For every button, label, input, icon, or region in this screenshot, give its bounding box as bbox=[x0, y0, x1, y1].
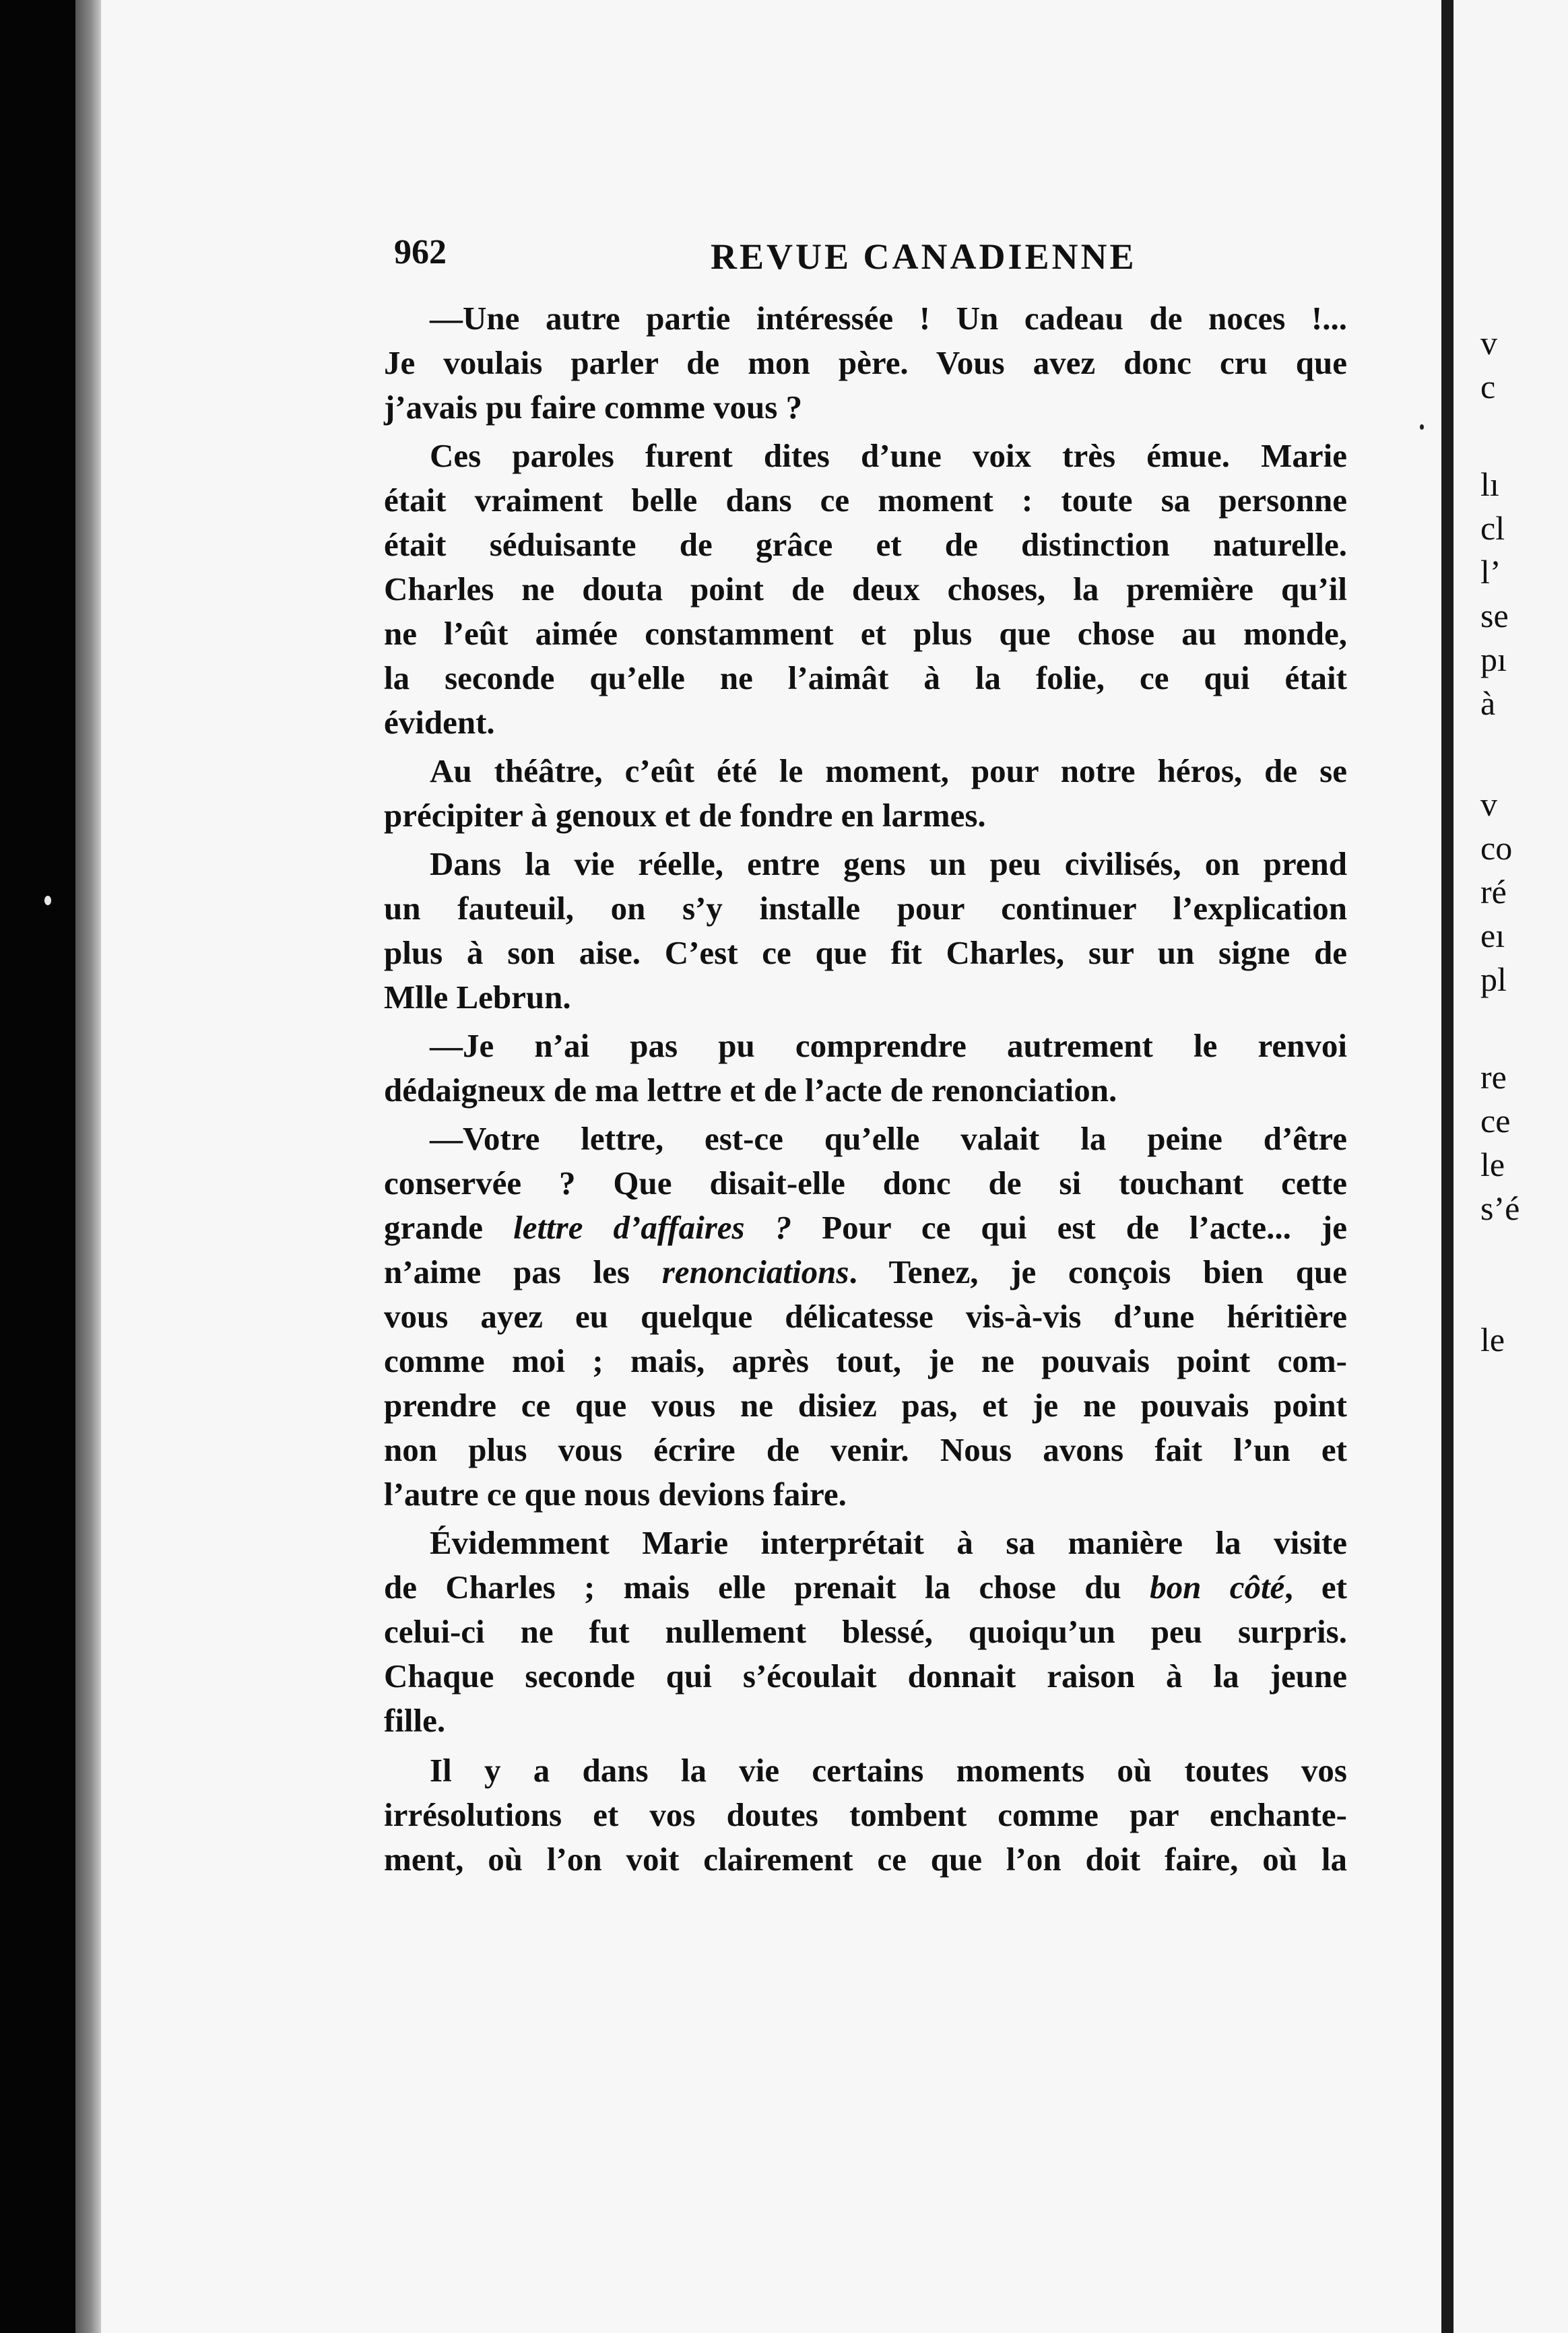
text-line: —Je n’ai pas pu comprendre autrement le renvoi bbox=[430, 1027, 1347, 1064]
text-line: dédaigneux de ma lettre et de l’acte de renonciation. bbox=[384, 1072, 1117, 1109]
ink-speck bbox=[44, 896, 51, 905]
paragraph bbox=[384, 434, 1347, 745]
text-line: —Votre lettre, est-ce qu’elle valait la peine d’être bbox=[430, 1120, 1347, 1157]
adjacent-fragment: lı bbox=[1480, 465, 1499, 503]
text-line: irrésolutions et vos doutes tombent comme par enchante- bbox=[384, 1796, 1347, 1833]
text-line bbox=[384, 1521, 1347, 1565]
adjacent-fragment: v bbox=[1480, 324, 1497, 362]
page-number: 962 bbox=[394, 233, 447, 271]
text-run: grande bbox=[384, 1209, 514, 1246]
text-line: non plus vous écrire de venir. Nous avons fait l’un et bbox=[384, 1431, 1347, 1468]
text-line: Je voulais parler de mon père. Vous avez donc cru que bbox=[384, 344, 1347, 381]
adjacent-page bbox=[1453, 0, 1568, 2333]
text-line: Dans la vie réelle, entre gens un peu civilisés, on prend bbox=[430, 845, 1347, 882]
ink-speck bbox=[1420, 424, 1424, 430]
paragraph bbox=[384, 1748, 1347, 1882]
paragraph bbox=[384, 842, 1347, 1020]
text-run: n’aime pas les bbox=[384, 1253, 662, 1290]
text-run: Pour ce qui est de l’acte... je bbox=[791, 1209, 1348, 1246]
text-run: Évidemment Marie interprétait à sa manière la visite bbox=[430, 1524, 1347, 1561]
text-line: Au théâtre, c’eût été le moment, pour notre héros, de se bbox=[430, 752, 1347, 789]
italic-run: bon côté bbox=[1150, 1569, 1285, 1606]
text-line bbox=[338, 1565, 1347, 1610]
text-line: Il y a dans la vie certains moments où toutes vos bbox=[430, 1752, 1347, 1789]
adjacent-fragment: ré bbox=[1480, 873, 1507, 911]
adjacent-fragment: cl bbox=[1480, 509, 1505, 547]
paragraph bbox=[384, 1117, 1347, 1517]
text-run: , et bbox=[1284, 1569, 1347, 1606]
text-line: celui-ci ne fut nullement blessé, quoiqu’un peu surpris. bbox=[384, 1613, 1347, 1650]
page-gutter bbox=[1441, 0, 1453, 2333]
text-line bbox=[338, 1206, 1347, 1250]
text-line: vous ayez eu quelque délicatesse vis-à-vis d’une héritière bbox=[384, 1298, 1347, 1335]
running-title: REVUE CANADIENNE bbox=[711, 236, 1137, 277]
text-run: de Charles ; mais elle prenait la chose du bbox=[384, 1569, 1150, 1606]
text-line: conservée ? Que disait-elle donc de si touchant cette bbox=[384, 1164, 1347, 1202]
text-line: comme moi ; mais, après tout, je ne pouvais point com- bbox=[384, 1342, 1347, 1379]
adjacent-fragment: pı bbox=[1480, 640, 1507, 678]
text-line: ment, où l’on voit clairement ce que l’on doit faire, où la bbox=[384, 1841, 1347, 1878]
text-run: . Tenez, je conçois bien que bbox=[849, 1253, 1347, 1290]
text-line: était séduisante de grâce et de distinction naturelle. bbox=[384, 526, 1347, 563]
binding-edge bbox=[75, 0, 101, 2333]
paragraph bbox=[384, 296, 1347, 430]
adjacent-fragment: se bbox=[1480, 597, 1509, 634]
adjacent-fragment: le bbox=[1480, 1146, 1505, 1183]
text-line: évident. bbox=[384, 704, 495, 741]
body-text bbox=[384, 296, 1347, 1886]
text-line: précipiter à genoux et de fondre en larmes. bbox=[384, 797, 986, 834]
adjacent-fragment: eı bbox=[1480, 917, 1505, 954]
adjacent-fragment: ce bbox=[1480, 1102, 1511, 1140]
adjacent-fragment: co bbox=[1480, 829, 1513, 867]
text-line: Ces paroles furent dites d’une voix très émue. Marie bbox=[430, 437, 1347, 474]
text-line: Charles ne douta point de deux choses, la première qu’il bbox=[384, 570, 1347, 607]
adjacent-fragment: c bbox=[1480, 368, 1496, 405]
adjacent-fragment: re bbox=[1480, 1058, 1507, 1096]
text-line: prendre ce que vous ne disiez pas, et je ne pouvais point bbox=[384, 1387, 1347, 1424]
text-line: la seconde qu’elle ne l’aimât à la folie, ce qui était bbox=[384, 659, 1347, 696]
adjacent-fragment: l’ bbox=[1480, 553, 1501, 591]
text-line: Mlle Lebrun. bbox=[384, 979, 571, 1016]
adjacent-fragment: à bbox=[1480, 684, 1496, 722]
binding-shadow bbox=[0, 0, 75, 2333]
adjacent-fragment: s’é bbox=[1480, 1189, 1520, 1227]
adjacent-fragment: le bbox=[1480, 1321, 1505, 1358]
text-line: —Une autre partie intéressée ! Un cadeau de noces !... bbox=[430, 300, 1347, 337]
paragraph bbox=[384, 1024, 1347, 1113]
paragraph bbox=[384, 1521, 1347, 1743]
paragraph bbox=[384, 749, 1347, 838]
text-line: fille. bbox=[384, 1702, 446, 1739]
italic-run: renonciations bbox=[661, 1253, 849, 1290]
text-line: un fauteuil, on s’y installe pour continuer l’explication bbox=[384, 890, 1347, 927]
text-line: était vraiment belle dans ce moment : toute sa personne bbox=[384, 482, 1347, 519]
adjacent-fragment: pl bbox=[1480, 960, 1507, 998]
text-line: plus à son aise. C’est ce que fit Charles, sur un signe de bbox=[384, 934, 1347, 971]
italic-run: lettre d’affaires ? bbox=[513, 1209, 792, 1246]
text-line: Chaque seconde qui s’écoulait donnait raison à la jeune bbox=[384, 1657, 1347, 1695]
text-line: j’avais pu faire comme vous ? bbox=[384, 389, 803, 426]
adjacent-fragment: v bbox=[1480, 785, 1497, 823]
text-line: l’autre ce que nous devions faire. bbox=[384, 1476, 847, 1513]
text-line bbox=[338, 1250, 1347, 1294]
text-line: ne l’eût aimée constamment et plus que chose au monde, bbox=[384, 615, 1347, 652]
